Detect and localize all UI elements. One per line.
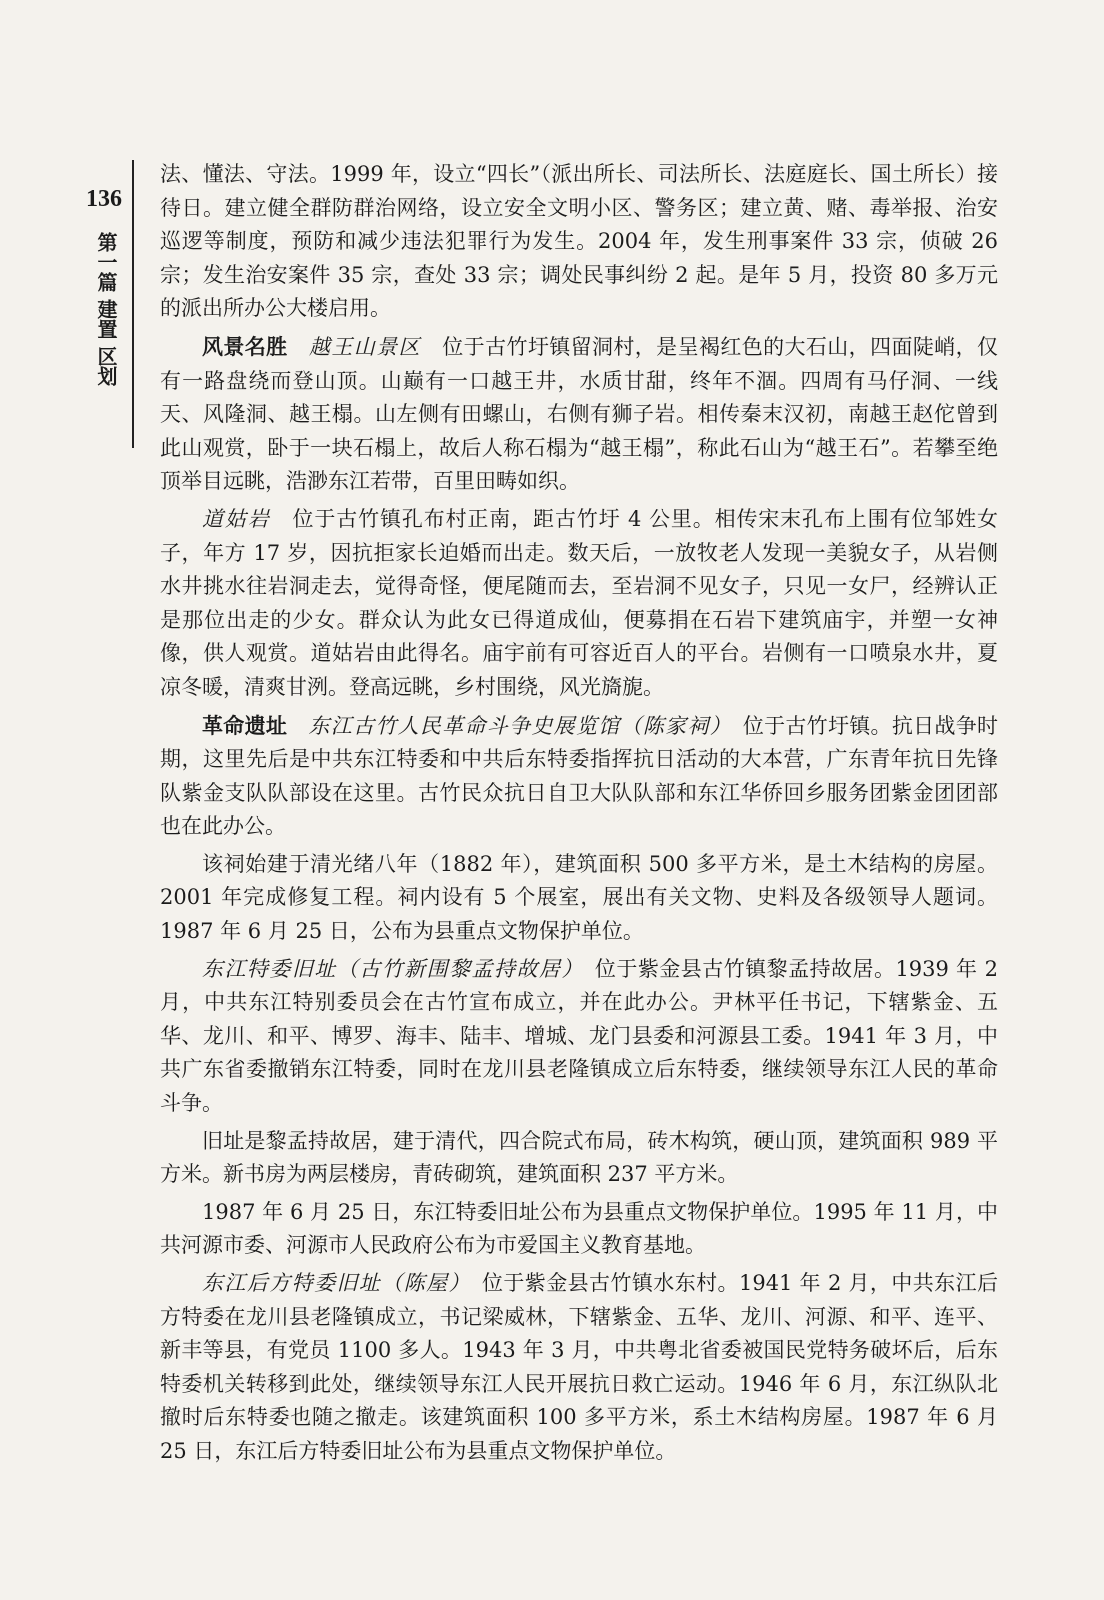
paragraph-text: 位于古竹镇孔布村正南，距古竹圩 4 公里。相传宋末孔布上围有位邹姓女子，年方 17 岁，因抗拒家长迫婚而出走。数天后，一放牧老人发现一美貌女子，从岩侧水井挑水往岩洞走去，觉得奇怪，便尾随而去，至岩洞不见女子，只见一女尸，经辨认正是那位出走的少女。群众认为此女已得道成仙，便募捐在石岩下建筑庙宇，并塑一女神像，供人观赏。道姑岩由此得名。庙宇前有可容近百人的平台。岩侧有一口喷泉水井，夏凉冬暖，清爽甘洌。登高远眺，乡村围绕，风光旖旎。: [160, 506, 998, 699]
paragraph: [160, 1196, 998, 1263]
paragraph: [160, 953, 998, 1121]
page-number: 136: [86, 186, 122, 212]
paragraph: [160, 1125, 998, 1192]
entry-title: 东江特委旧址（古竹新围黎孟持故居）: [202, 956, 574, 981]
entry-title: 东江后方特委旧址（陈屋）: [202, 1271, 461, 1295]
paragraph: [160, 503, 998, 705]
paragraph-text: 位于古竹圩镇。抗日战争时期，这里先后是中共东江特委和中共后东特委指挥抗日活动的大本营，广东青年抗日先锋队紫金支队队部设在这里。古竹民众抗日自卫大队队部和东江华侨回乡服务团紫金团团部也在此办公。: [160, 713, 999, 839]
paragraph: [160, 709, 998, 844]
chapter-header: 第一篇 建置 区划: [94, 232, 118, 386]
paragraph: [160, 848, 998, 949]
section-heading: 风景名胜: [202, 333, 288, 359]
entry-title: 越王山景区: [308, 334, 421, 359]
paragraph-text: 旧址是黎孟持故居，建于清代，四合院式布局，砖木构筑，硬山顶，建筑面积 989 平方米。新书房为两层楼房，青砖砌筑，建筑面积 237 平方米。: [160, 1128, 998, 1187]
paragraph-text: 位于古竹圩镇留洞村，是呈褐红色的大石山，四面陡峭，仅有一路盘绕而登山顶。山巅有一口越王井，水质甘甜，终年不涸。四周有马仔洞、一线天、风隆洞、越王榻。山左侧有田螺山，右侧有狮子岩。相传秦末汉初，南越王赵佗曾到此山观赏，卧于一块石榻上，故后人称石榻为“越王榻”，称此石山为“越王石”。若攀至绝顶举目远眺，浩渺东江若带，百里田畴如织。: [160, 334, 999, 494]
section-heading: 革命遗址: [202, 712, 288, 738]
paragraph-text: 1987 年 6 月 25 日，东江特委旧址公布为县重点文物保护单位。1995 年 11 月，中共河源市委、河源市人民政府公布为市爱国主义教育基地。: [160, 1199, 998, 1258]
paragraph-text: 法、懂法、守法。1999 年，设立“四长”（派出所长、司法所长、法庭庭长、国土所长）接待日。建立健全群防群治网络，设立安全文明小区、警务区；建立黄、赌、毒举报、治安巡逻等制度，预防和减少违法犯罪行为发生。2004 年，发生刑事案件 33 宗，侦破 26 宗；发生治安案件 35 宗，查处 33 宗；调处民事纠纷 2 起。是年 5 月，投资 80 多万元的派出所办公大楼启用。: [160, 162, 998, 321]
entry-title: 道姑岩: [202, 506, 271, 531]
paragraph: [160, 1267, 998, 1469]
side-divider: [132, 160, 134, 448]
paragraph: [160, 330, 998, 499]
entry-title: 东江古竹人民革命斗争史展览馆（陈家祠）: [308, 713, 722, 738]
main-text: [160, 158, 998, 1469]
paragraph: [160, 158, 998, 326]
paragraph-text: 位于紫金县古竹镇水东村。1941 年 2 月，中共东江后方特委在龙川县老隆镇成立，书记梁威林，下辖紫金、五华、龙川、河源、和平、连平、新丰等县，有党员 1100 多人。1943 年 3 月，中共粤北省委被国民党特务破坏后，后东特委机关转移到此处，继续领导东江人民开展抗日救亡运动。1946 年 6 月，东江纵队北撤时后东特委也随之撤走。该建筑面积 100 多平方米，系土木结构房屋。1987 年 6 月 25 日，东江后方特委旧址公布为县重点文物保护单位。: [160, 1271, 998, 1463]
paragraph-text: 该祠始建于清光绪八年（1882 年），建筑面积 500 多平方米，是土木结构的房屋。2001 年完成修复工程。祠内设有 5 个展室，展出有关文物、史料及各级领导人题词。1987 年 6 月 25 日，公布为县重点文物保护单位。: [160, 851, 998, 944]
paragraph-text: 位于紫金县古竹镇黎孟持故居。1939 年 2 月，中共东江特别委员会在古竹宣布成立，并在此办公。尹林平任书记，下辖紫金、五华、龙川、和平、博罗、海丰、陆丰、增城、龙门县委和河源县工委。1941 年 3 月，中共广东省委撤销东江特委，同时在龙川县老隆镇成立后东特委，继续领导东江人民的革命斗争。: [160, 956, 998, 1116]
